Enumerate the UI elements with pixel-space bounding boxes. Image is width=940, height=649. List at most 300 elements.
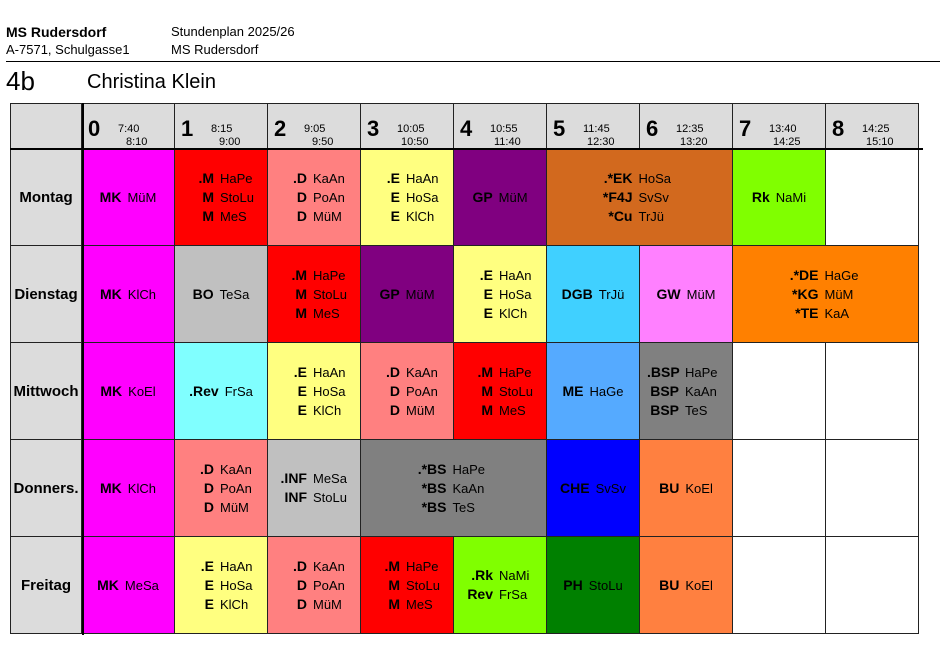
lesson-line — [275, 401, 353, 420]
lesson-line — [562, 285, 625, 304]
subject-code: .D — [386, 363, 400, 380]
subject-code: D — [296, 595, 307, 612]
lesson-line — [182, 576, 260, 595]
period-number: 1 — [181, 116, 194, 141]
lesson-cell[interactable] — [640, 537, 733, 634]
teacher-code: HaAn — [220, 558, 253, 574]
period-start-time: 10:05 — [397, 123, 425, 135]
subject-code: .BSP — [647, 363, 680, 380]
period-end-time: 13:20 — [680, 136, 708, 148]
subject-code: .E — [200, 557, 214, 574]
lesson-line — [368, 382, 446, 401]
lesson-line — [100, 285, 156, 304]
period-end-time: 9:50 — [312, 136, 334, 148]
teacher-code: KaAn — [685, 383, 717, 399]
lesson-line — [472, 188, 527, 207]
subject-code: E — [390, 207, 400, 224]
period-start-time: 14:25 — [862, 123, 890, 135]
lesson-line — [461, 382, 539, 401]
subject-code: D — [389, 401, 400, 418]
teacher-code: TeSa — [219, 286, 250, 302]
lesson-cell[interactable] — [82, 246, 175, 343]
teacher-code: HaPe — [406, 558, 439, 574]
day-name: Donners. — [13, 479, 79, 497]
teacher-code: PoAn — [313, 577, 345, 593]
lesson-line — [275, 188, 353, 207]
lesson-cell[interactable] — [268, 537, 361, 634]
period-end-time: 9:00 — [219, 136, 241, 148]
teacher-name: Christina Klein — [87, 71, 216, 93]
subject-code: .D — [293, 169, 307, 186]
lesson-line — [657, 285, 716, 304]
lesson-line — [787, 304, 865, 323]
day-label-montag — [10, 149, 82, 246]
lesson-line — [100, 188, 157, 207]
lesson-line — [275, 469, 353, 488]
subject-code: Rev — [467, 586, 493, 602]
teacher-code: KlCh — [313, 402, 342, 418]
subject-code: GW — [656, 285, 681, 302]
class-name: 4b — [6, 66, 35, 96]
day-name: Montag — [19, 188, 73, 206]
lesson-cell[interactable] — [454, 537, 547, 634]
lesson-cell[interactable] — [175, 440, 268, 537]
lesson-cell[interactable] — [175, 246, 268, 343]
teacher-code: HaPe — [220, 170, 253, 186]
subject-code: M — [388, 576, 400, 593]
teacher-code: SvSv — [638, 189, 669, 205]
teacher-code: MüM — [405, 286, 435, 302]
lesson-cell[interactable] — [268, 343, 361, 440]
subject-code: .E — [479, 266, 493, 283]
subject-code: D — [203, 479, 214, 496]
lesson-line — [182, 498, 260, 517]
subject-code: ME — [562, 382, 584, 399]
teacher-code: HoSa — [638, 170, 672, 186]
day-name: Freitag — [20, 576, 71, 594]
lesson-cell[interactable] — [640, 246, 733, 343]
lesson-line — [659, 576, 713, 595]
lesson-cell[interactable] — [361, 246, 454, 343]
school-address: A-7571, Schulgasse1 — [6, 42, 130, 57]
teacher-code: KlCh — [127, 286, 156, 302]
subject-code: M — [202, 207, 214, 224]
teacher-code: StoLu — [499, 383, 533, 399]
teacher-code: MeSa — [124, 577, 159, 593]
header-divider — [6, 61, 940, 62]
teacher-code: StoLu — [313, 286, 347, 302]
empty-cell — [733, 440, 826, 537]
teacher-code: TeS — [452, 499, 475, 515]
teacher-code: KlCh — [406, 208, 435, 224]
subject-code: .M — [198, 169, 214, 186]
lesson-line — [415, 479, 493, 498]
lesson-line — [461, 304, 539, 323]
teacher-code: KaAn — [220, 461, 252, 477]
period-header-7 — [733, 103, 826, 149]
subject-code: .M — [477, 363, 493, 380]
teacher-code: KaA — [824, 305, 850, 321]
lesson-cell[interactable] — [361, 149, 454, 246]
lesson-line — [275, 595, 353, 614]
subject-code: D — [296, 207, 307, 224]
subject-code: D — [389, 382, 400, 399]
teacher-code: HaAn — [313, 364, 346, 380]
teacher-code: KlCh — [127, 480, 156, 496]
subject-code: GP — [379, 285, 400, 302]
teacher-code: NaMi — [499, 568, 530, 583]
empty-cell — [733, 537, 826, 634]
lesson-cell[interactable] — [547, 246, 640, 343]
lesson-cell[interactable] — [547, 343, 640, 440]
teacher-code: NaMi — [775, 189, 807, 205]
lesson-line — [182, 169, 260, 188]
period-end-time: 12:30 — [587, 136, 615, 148]
lesson-line — [379, 285, 434, 304]
period-number: 4 — [460, 116, 473, 141]
subject-code: MK — [99, 188, 122, 205]
teacher-code: HaAn — [406, 170, 439, 186]
subject-code: DGB — [561, 285, 593, 302]
teacher-code: KaAn — [406, 364, 438, 380]
subject-code: .INF — [280, 470, 307, 486]
teacher-code: HaPe — [685, 364, 718, 380]
teacher-code: StoLu — [588, 577, 623, 593]
lesson-line — [275, 285, 353, 304]
subject-code: *BS — [421, 479, 447, 496]
lesson-line — [275, 304, 353, 323]
day-name: Dienstag — [14, 285, 78, 303]
period-header-8 — [826, 103, 919, 149]
subject-code: D — [296, 576, 307, 593]
subject-code: BSP — [650, 401, 679, 418]
lesson-line — [368, 576, 446, 595]
subject-code: M — [295, 285, 307, 302]
lesson-cell[interactable] — [640, 343, 733, 440]
day-label-dienstag — [10, 246, 82, 343]
lesson-line — [189, 382, 253, 401]
empty-cell — [826, 149, 919, 246]
lesson-line — [752, 188, 806, 207]
period-start-time: 9:05 — [304, 123, 326, 135]
subject-code: .*BS — [417, 460, 447, 477]
lesson-line — [182, 479, 260, 498]
teacher-code: HaAn — [499, 267, 532, 283]
teacher-code: SvSv — [595, 480, 626, 496]
subject-code: M — [481, 401, 493, 418]
lesson-line — [368, 595, 446, 614]
teacher-code: TeS — [685, 402, 708, 418]
lesson-line — [461, 585, 539, 604]
empty-cell — [826, 440, 919, 537]
lesson-line — [601, 188, 679, 207]
lesson-line — [182, 557, 260, 576]
lesson-line — [182, 207, 260, 226]
subject-code: GP — [472, 188, 493, 205]
teacher-code: MüM — [498, 189, 528, 205]
lesson-line — [461, 401, 539, 420]
lesson-line — [193, 285, 250, 304]
teacher-code: MüM — [220, 499, 249, 515]
lesson-cell[interactable] — [175, 537, 268, 634]
school-name: MS Rudersdorf — [6, 24, 107, 40]
period-header-5 — [547, 103, 640, 149]
period-header-2 — [268, 103, 361, 149]
subject-code: M — [388, 595, 400, 612]
lesson-line — [275, 266, 353, 285]
teacher-code: HoSa — [313, 383, 346, 399]
document-title: Stundenplan 2025/26 — [171, 24, 295, 39]
timetable-grid — [10, 103, 923, 635]
teacher-code: FrSa — [499, 587, 528, 602]
subject-code: E — [204, 595, 214, 612]
lesson-line — [275, 207, 353, 226]
teacher-code: HaPe — [499, 364, 532, 380]
subject-code: E — [297, 401, 307, 418]
lesson-cell[interactable] — [268, 149, 361, 246]
lesson-line — [647, 363, 725, 382]
subject-code: .M — [291, 266, 307, 283]
day-name: Mittwoch — [13, 382, 79, 400]
subject-code: .E — [293, 363, 307, 380]
subject-code: E — [204, 576, 214, 593]
period-number: 8 — [832, 116, 845, 141]
teacher-code: HoSa — [220, 577, 253, 593]
teacher-code: PoAn — [406, 383, 438, 399]
lesson-line — [100, 479, 156, 498]
subject-code: E — [297, 382, 307, 399]
teacher-code: StoLu — [313, 490, 347, 505]
teacher-code: MüM — [824, 286, 854, 302]
period-end-time: 8:10 — [126, 136, 148, 148]
teacher-code: PoAn — [220, 480, 252, 496]
lesson-line — [787, 266, 865, 285]
subject-code: BU — [659, 576, 680, 593]
lesson-line — [647, 382, 725, 401]
teacher-code: KaAn — [313, 558, 345, 574]
teacher-code: MeS — [313, 305, 340, 321]
lesson-cell[interactable] — [547, 537, 640, 634]
lesson-cell[interactable] — [82, 343, 175, 440]
period-number: 5 — [553, 116, 566, 141]
subject-code: E — [390, 188, 400, 205]
subject-code: BU — [659, 479, 680, 496]
subject-code: Rk — [751, 188, 770, 205]
teacher-code: MüM — [686, 286, 716, 302]
subject-code: .M — [384, 557, 400, 574]
teacher-code: MüM — [127, 189, 157, 205]
subject-code: MK — [100, 479, 122, 496]
teacher-code: TrJü — [598, 286, 625, 302]
lesson-cell[interactable] — [268, 246, 361, 343]
subject-code: *TE — [795, 304, 819, 321]
lesson-line — [601, 169, 679, 188]
period-start-time: 12:35 — [676, 123, 704, 135]
empty-cell — [826, 343, 919, 440]
lesson-line — [275, 488, 353, 507]
empty-cell — [826, 537, 919, 634]
lesson-line — [415, 498, 493, 517]
lesson-cell[interactable] — [175, 343, 268, 440]
lesson-line — [461, 266, 539, 285]
school-subtitle: MS Rudersdorf — [171, 42, 259, 57]
period-header-1 — [175, 103, 268, 149]
teacher-code: StoLu — [220, 189, 254, 205]
teacher-code: KaAn — [313, 170, 345, 186]
lesson-line — [182, 460, 260, 479]
subject-code: MK — [97, 576, 119, 593]
teacher-code: KoEl — [128, 383, 156, 399]
subject-code: D — [203, 498, 214, 515]
period-end-time: 15:10 — [866, 136, 894, 148]
teacher-code: KoEl — [685, 577, 713, 593]
lesson-cell[interactable] — [547, 440, 640, 537]
subject-code: BO — [192, 285, 214, 302]
teacher-code: MüM — [313, 596, 342, 612]
grid-separator-vertical — [82, 103, 84, 635]
lesson-cell[interactable] — [454, 246, 547, 343]
teacher-code: KoEl — [685, 480, 713, 496]
grid-corner — [10, 103, 82, 149]
lesson-line — [97, 576, 159, 595]
period-number: 3 — [367, 116, 380, 141]
lesson-cell[interactable] — [82, 537, 175, 634]
teacher-code: HaGe — [824, 267, 859, 283]
subject-code: .Rev — [189, 382, 219, 399]
lesson-line — [368, 207, 446, 226]
period-end-time: 10:50 — [401, 136, 429, 148]
teacher-code: KlCh — [220, 596, 249, 612]
teacher-code: KaAn — [452, 480, 485, 496]
lesson-line — [601, 207, 679, 226]
subject-code: .E — [386, 169, 400, 186]
lesson-cell[interactable] — [733, 149, 826, 246]
subject-code: M — [202, 188, 214, 205]
subject-code: CHE — [560, 479, 590, 496]
lesson-cell[interactable] — [361, 440, 547, 537]
lesson-line — [461, 363, 539, 382]
lesson-cell[interactable] — [361, 343, 454, 440]
lesson-cell[interactable] — [175, 149, 268, 246]
teacher-code: HaPe — [313, 267, 346, 283]
lesson-line — [415, 460, 493, 479]
lesson-cell[interactable] — [361, 537, 454, 634]
lesson-line — [461, 566, 539, 585]
subject-code: .*DE — [789, 266, 819, 283]
lesson-line — [182, 595, 260, 614]
teacher-code: PoAn — [313, 189, 345, 205]
grid-separator-horizontal — [10, 148, 923, 150]
period-start-time: 10:55 — [490, 123, 518, 135]
lesson-line — [368, 169, 446, 188]
subject-code: E — [483, 285, 493, 302]
period-start-time: 8:15 — [211, 123, 233, 135]
period-number: 0 — [88, 116, 101, 141]
period-start-time: 7:40 — [118, 123, 140, 135]
teacher-code: MeS — [220, 208, 247, 224]
lesson-line — [659, 479, 713, 498]
period-header-4 — [454, 103, 547, 149]
lesson-line — [368, 557, 446, 576]
subject-code: .*EK — [603, 169, 633, 186]
empty-cell — [733, 343, 826, 440]
lesson-line — [560, 479, 626, 498]
lesson-line — [368, 188, 446, 207]
lesson-line — [275, 557, 353, 576]
teacher-code: HaPe — [452, 461, 486, 477]
period-end-time: 14:25 — [773, 136, 801, 148]
lesson-line — [275, 363, 353, 382]
period-start-time: 11:45 — [583, 123, 610, 135]
subject-code: BSP — [650, 382, 679, 399]
lesson-cell[interactable] — [82, 440, 175, 537]
subject-code: PH — [563, 576, 583, 593]
lesson-line — [100, 382, 155, 401]
day-label-freitag — [10, 537, 82, 634]
lesson-line — [647, 401, 725, 420]
teacher-code: MeS — [499, 402, 526, 418]
lesson-cell[interactable] — [268, 440, 361, 537]
lesson-line — [563, 382, 624, 401]
lesson-line — [182, 188, 260, 207]
lesson-line — [563, 576, 622, 595]
teacher-code: HoSa — [406, 189, 439, 205]
lesson-cell[interactable] — [640, 440, 733, 537]
teacher-code: MüM — [313, 208, 342, 224]
lesson-line — [461, 285, 539, 304]
subject-code: *F4J — [602, 188, 633, 205]
lesson-cell[interactable] — [82, 149, 175, 246]
teacher-code: FrSa — [224, 383, 253, 399]
day-label-donners — [10, 440, 82, 537]
subject-code: M — [295, 304, 307, 321]
lesson-line — [275, 169, 353, 188]
subject-code: MK — [100, 382, 123, 399]
period-header-0 — [82, 103, 175, 149]
subject-code: .D — [200, 460, 214, 477]
lesson-cell[interactable] — [454, 149, 547, 246]
teacher-code: MeSa — [313, 471, 347, 486]
lesson-cell[interactable] — [454, 343, 547, 440]
subject-code: .D — [293, 557, 307, 574]
subject-code: *Cu — [608, 207, 633, 224]
day-label-mittwoch — [10, 343, 82, 440]
period-number: 7 — [739, 116, 752, 141]
teacher-code: StoLu — [406, 577, 440, 593]
lesson-line — [368, 363, 446, 382]
subject-code: .Rk — [471, 567, 493, 583]
lesson-cell[interactable] — [547, 149, 733, 246]
teacher-code: TrJü — [638, 208, 665, 224]
teacher-code: KlCh — [499, 305, 528, 321]
lesson-line — [275, 382, 353, 401]
period-start-time: 13:40 — [769, 123, 797, 135]
subject-code: E — [483, 304, 493, 321]
lesson-line — [368, 401, 446, 420]
lesson-line — [787, 285, 865, 304]
subject-code: D — [296, 188, 307, 205]
subject-code: *KG — [792, 285, 819, 302]
subject-code: INF — [284, 489, 307, 505]
period-header-3 — [361, 103, 454, 149]
subject-code: MK — [100, 285, 122, 302]
period-number: 6 — [646, 116, 659, 141]
teacher-code: MüM — [406, 402, 435, 418]
teacher-code: MeS — [406, 596, 433, 612]
lesson-cell[interactable] — [733, 246, 919, 343]
period-number: 2 — [274, 116, 287, 141]
subject-code: *BS — [421, 498, 447, 515]
